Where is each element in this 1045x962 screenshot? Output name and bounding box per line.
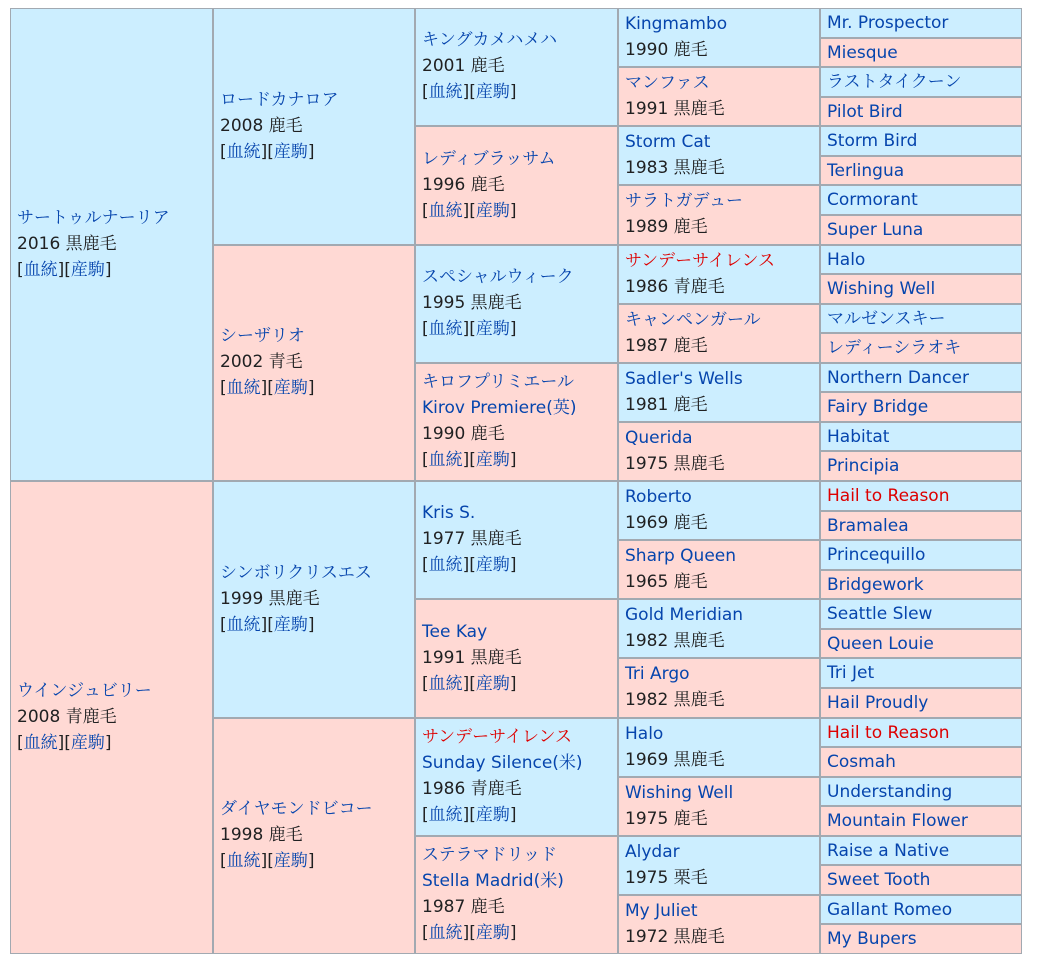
progeny-link[interactable]: 産駒 xyxy=(475,82,510,102)
horse-year-color: 1975 黒鹿毛 xyxy=(625,454,725,474)
horse-year-color: 1972 黒鹿毛 xyxy=(625,927,725,947)
progeny-link[interactable]: 産駒 xyxy=(273,851,308,871)
horse-links xyxy=(422,198,611,224)
horse-year-color: 1975 鹿毛 xyxy=(625,809,708,829)
horse-cell-gen3 xyxy=(415,363,618,481)
horse-name-link[interactable]: Gold Meridian xyxy=(625,605,744,625)
pedigree-link[interactable]: 血統 xyxy=(226,142,261,162)
horse-name-link[interactable]: Terlingua xyxy=(827,161,905,181)
horse-name-link[interactable]: Tee Kay xyxy=(422,622,488,642)
horse-name-link[interactable]: Halo xyxy=(625,724,664,744)
bracket: ][ xyxy=(57,733,71,753)
horse-cell-gen4 xyxy=(618,245,820,304)
horse-year-color: 1983 黒鹿毛 xyxy=(625,158,725,178)
bracket: ][ xyxy=(462,674,476,694)
horse-year-color: 2008 鹿毛 xyxy=(220,116,303,136)
horse-cell-gen5 xyxy=(820,156,1022,185)
horse-links xyxy=(220,848,408,874)
horse-name-link[interactable]: Tri Jet xyxy=(827,663,875,683)
horse-name-link[interactable]: スペシャルウィーク xyxy=(422,267,574,287)
bracket: ][ xyxy=(462,555,476,575)
horse-links xyxy=(422,79,611,105)
horse-name-link[interactable]: ロードカナロア xyxy=(220,90,339,110)
horse-year-color: 1986 青鹿毛 xyxy=(625,277,725,297)
horse-name-link[interactable]: Queen Louie xyxy=(827,634,934,654)
horse-cell-gen3 xyxy=(415,126,618,245)
horse-year-color: 1975 栗毛 xyxy=(625,868,708,888)
horse-links xyxy=(422,920,611,946)
horse-name-link[interactable]: Wishing Well xyxy=(625,783,734,803)
bracket: ] xyxy=(509,805,517,825)
horse-name-link[interactable]: ステラマドリッド xyxy=(422,845,557,865)
horse-name-link[interactable]: Alydar xyxy=(625,842,680,862)
bracket: ] xyxy=(509,923,517,943)
horse-name-link[interactable]: Mr. Prospector xyxy=(827,13,949,33)
horse-cell-gen2 xyxy=(213,245,415,481)
progeny-link[interactable]: 産駒 xyxy=(475,450,510,470)
horse-name-link[interactable]: ウインジュビリー xyxy=(17,681,152,701)
horse-name-link[interactable]: Sadler's Wells xyxy=(625,369,743,389)
pedigree-link[interactable]: 血統 xyxy=(226,851,261,871)
horse-cell-gen5 xyxy=(820,38,1022,67)
bracket: [ xyxy=(220,142,227,162)
horse-cell-gen5 xyxy=(820,865,1022,895)
horse-name-link[interactable]: シーザリオ xyxy=(220,326,305,346)
horse-cell-gen5 xyxy=(820,688,1022,718)
horse-year-color: 1987 鹿毛 xyxy=(422,897,505,917)
horse-name-link[interactable]: Roberto xyxy=(625,487,692,507)
horse-cell-gen5 xyxy=(820,451,1022,481)
horse-links xyxy=(422,447,611,473)
horse-origin-name[interactable]: Kirov Premiere(英) xyxy=(422,398,577,418)
horse-name-link[interactable]: サラトガデュー xyxy=(625,191,743,211)
horse-cell-gen4 xyxy=(618,895,820,954)
pedigree-link[interactable]: 血統 xyxy=(428,674,463,694)
horse-cell-gen5 xyxy=(820,629,1022,658)
horse-cell-gen4 xyxy=(618,658,820,718)
horse-name-link[interactable]: Habitat xyxy=(827,427,890,447)
horse-name-link[interactable]: Kris S. xyxy=(422,503,476,523)
bracket: ] xyxy=(104,260,112,280)
horse-name-link[interactable]: Storm Cat xyxy=(625,132,711,152)
horse-name-link[interactable]: Sharp Queen xyxy=(625,546,737,566)
horse-cell-gen3 xyxy=(415,8,618,126)
horse-name-link[interactable]: Northern Dancer xyxy=(827,368,969,388)
horse-year-color: 1990 鹿毛 xyxy=(625,40,708,60)
horse-name-link[interactable]: マルゼンスキー xyxy=(827,309,946,329)
horse-name-link[interactable]: Principia xyxy=(827,456,900,476)
bracket: ] xyxy=(509,319,517,339)
horse-name-link[interactable]: Sweet Tooth xyxy=(827,870,931,890)
bracket: [ xyxy=(422,201,429,221)
horse-name-link[interactable]: Pilot Bird xyxy=(827,102,903,122)
pedigree-link[interactable]: 血統 xyxy=(428,555,463,575)
horse-cell-gen4 xyxy=(618,363,820,422)
horse-name-link[interactable]: Halo xyxy=(827,250,866,270)
bracket: [ xyxy=(422,555,429,575)
bracket: [ xyxy=(220,378,227,398)
horse-year-color: 2008 青鹿毛 xyxy=(17,707,117,727)
horse-name-link[interactable]: マンファス xyxy=(625,73,710,93)
horse-year-color: 1987 鹿毛 xyxy=(625,336,708,356)
pedigree-link[interactable]: 血統 xyxy=(428,82,463,102)
horse-name-link[interactable]: Super Luna xyxy=(827,220,924,240)
horse-cell-gen5 xyxy=(820,481,1022,511)
horse-links xyxy=(422,802,611,828)
horse-cell-gen1 xyxy=(10,481,213,954)
horse-name-link[interactable]: Mountain Flower xyxy=(827,811,968,831)
horse-links xyxy=(17,257,206,283)
horse-name-link[interactable]: My Bupers xyxy=(827,929,917,949)
bracket: [ xyxy=(422,805,429,825)
horse-name-link[interactable]: サートゥルナーリア xyxy=(17,208,170,228)
progeny-link[interactable]: 産駒 xyxy=(475,805,510,825)
horse-year-color: 1982 黒鹿毛 xyxy=(625,690,725,710)
horse-name-link[interactable]: Gallant Romeo xyxy=(827,900,953,920)
bracket: ] xyxy=(307,142,315,162)
horse-cell-gen5 xyxy=(820,363,1022,392)
pedigree-link[interactable]: 血統 xyxy=(428,450,463,470)
horse-name-link[interactable]: Wishing Well xyxy=(827,279,936,299)
progeny-link[interactable]: 産駒 xyxy=(475,674,510,694)
horse-name-link[interactable]: ラストタイクーン xyxy=(827,72,962,92)
horse-cell-gen5 xyxy=(820,274,1022,304)
horse-cell-gen5 xyxy=(820,836,1022,865)
horse-cell-gen4 xyxy=(618,185,820,245)
horse-name-link[interactable]: Storm Bird xyxy=(827,131,918,151)
bracket: ] xyxy=(509,555,517,575)
horse-cell-gen4 xyxy=(618,304,820,363)
horse-cell-gen4 xyxy=(618,126,820,185)
pedigree-link[interactable]: 血統 xyxy=(428,923,463,943)
bracket: ][ xyxy=(462,201,476,221)
horse-origin-name[interactable]: Stella Madrid(米) xyxy=(422,871,564,891)
horse-year-color: 1990 鹿毛 xyxy=(422,424,505,444)
bracket: [ xyxy=(220,615,227,635)
horse-links xyxy=(422,671,611,697)
bracket: [ xyxy=(220,851,227,871)
horse-cell-gen5 xyxy=(820,422,1022,451)
horse-cell-gen5 xyxy=(820,215,1022,245)
pedigree-link[interactable]: 血統 xyxy=(226,615,261,635)
horse-name-link[interactable]: Raise a Native xyxy=(827,841,950,861)
horse-year-color: 1982 黒鹿毛 xyxy=(625,631,725,651)
bracket: ] xyxy=(307,851,315,871)
progeny-link[interactable]: 産駒 xyxy=(475,319,510,339)
horse-cell-gen5 xyxy=(820,185,1022,215)
pedigree-link[interactable]: 血統 xyxy=(428,805,463,825)
horse-cell-gen5 xyxy=(820,126,1022,156)
horse-links xyxy=(220,612,408,638)
horse-cell-gen5 xyxy=(820,304,1022,333)
bracket: ] xyxy=(509,201,517,221)
horse-year-color: 1999 黒鹿毛 xyxy=(220,589,320,609)
bracket: [ xyxy=(17,260,24,280)
horse-cell-gen1 xyxy=(10,8,213,481)
horse-cell-gen5 xyxy=(820,599,1022,629)
horse-cell-gen5 xyxy=(820,392,1022,422)
horse-name-link[interactable]: Querida xyxy=(625,428,693,448)
horse-year-color: 1981 鹿毛 xyxy=(625,395,708,415)
horse-year-color: 1998 鹿毛 xyxy=(220,825,303,845)
horse-name-link[interactable]: キングカメハメハ xyxy=(422,30,558,50)
horse-cell-gen5 xyxy=(820,718,1022,747)
progeny-link[interactable]: 産駒 xyxy=(273,378,308,398)
bracket: ][ xyxy=(462,319,476,339)
bracket: [ xyxy=(422,923,429,943)
horse-name-link[interactable]: Seattle Slew xyxy=(827,604,933,624)
horse-cell-gen2 xyxy=(213,718,415,954)
progeny-link[interactable]: 産駒 xyxy=(475,923,510,943)
horse-name-link[interactable]: Hail to Reason xyxy=(827,723,950,743)
horse-year-color: 1986 青鹿毛 xyxy=(422,779,522,799)
horse-year-color: 1989 鹿毛 xyxy=(625,217,708,237)
horse-name-link[interactable]: サンデーサイレンス xyxy=(422,727,573,747)
horse-cell-gen5 xyxy=(820,895,1022,924)
horse-cell-gen5 xyxy=(820,97,1022,126)
horse-cell-gen2 xyxy=(213,8,415,245)
horse-name-link[interactable]: シンボリクリスエス xyxy=(220,563,372,583)
horse-name-link[interactable]: My Juliet xyxy=(625,901,698,921)
bracket: [ xyxy=(422,674,429,694)
horse-cell-gen5 xyxy=(820,8,1022,38)
bracket: ][ xyxy=(260,378,274,398)
horse-links xyxy=(422,552,611,578)
horse-name-link[interactable]: Cormorant xyxy=(827,190,918,210)
horse-name-link[interactable]: Understanding xyxy=(827,782,953,802)
pedigree-link[interactable]: 血統 xyxy=(23,260,58,280)
pedigree-table xyxy=(10,8,1022,954)
pedigree-link[interactable]: 血統 xyxy=(428,201,463,221)
horse-name-link[interactable]: Tri Argo xyxy=(625,664,690,684)
bracket: ][ xyxy=(462,923,476,943)
pedigree-link[interactable]: 血統 xyxy=(226,378,261,398)
horse-name-link[interactable]: Bridgework xyxy=(827,575,924,595)
horse-name-link[interactable]: Bramalea xyxy=(827,516,909,536)
horse-year-color: 1991 黒鹿毛 xyxy=(422,648,522,668)
horse-cell-gen4 xyxy=(618,777,820,836)
horse-name-link[interactable]: サンデーサイレンス xyxy=(625,251,776,271)
horse-name-link[interactable]: Hail Proudly xyxy=(827,693,929,713)
bracket: ] xyxy=(104,733,112,753)
horse-cell-gen4 xyxy=(618,422,820,481)
bracket: ][ xyxy=(260,851,274,871)
horse-year-color: 1969 黒鹿毛 xyxy=(625,750,725,770)
horse-name-link[interactable]: Kingmambo xyxy=(625,14,728,34)
horse-name-link[interactable]: Miesque xyxy=(827,43,898,63)
horse-cell-gen5 xyxy=(820,777,1022,806)
progeny-link[interactable]: 産駒 xyxy=(273,615,308,635)
horse-name-link[interactable]: ダイヤモンドビコー xyxy=(220,799,373,819)
horse-cell-gen5 xyxy=(820,333,1022,363)
horse-cell-gen3 xyxy=(415,245,618,363)
horse-cell-gen4 xyxy=(618,8,820,67)
horse-year-color: 2001 鹿毛 xyxy=(422,56,505,76)
bracket: ][ xyxy=(462,805,476,825)
horse-cell-gen4 xyxy=(618,836,820,895)
progeny-link[interactable]: 産駒 xyxy=(70,260,105,280)
horse-name-link[interactable]: Cosmah xyxy=(827,752,896,772)
horse-year-color: 1996 鹿毛 xyxy=(422,175,505,195)
horse-year-color: 1991 黒鹿毛 xyxy=(625,99,725,119)
bracket: [ xyxy=(422,82,429,102)
pedigree-link[interactable]: 血統 xyxy=(23,733,58,753)
bracket: [ xyxy=(422,450,429,470)
horse-cell-gen5 xyxy=(820,67,1022,97)
horse-cell-gen5 xyxy=(820,245,1022,274)
horse-name-link[interactable]: Princequillo xyxy=(827,545,926,565)
horse-name-link[interactable]: Hail to Reason xyxy=(827,486,950,506)
progeny-link[interactable]: 産駒 xyxy=(70,733,105,753)
bracket: ] xyxy=(509,450,517,470)
bracket: [ xyxy=(422,319,429,339)
horse-cell-gen5 xyxy=(820,747,1022,777)
horse-cell-gen5 xyxy=(820,511,1022,540)
horse-cell-gen4 xyxy=(618,718,820,777)
horse-name-link[interactable]: キャンペンガール xyxy=(625,310,761,330)
horse-links xyxy=(220,139,408,165)
bracket: ][ xyxy=(260,615,274,635)
horse-cell-gen4 xyxy=(618,67,820,126)
bracket: ] xyxy=(307,615,315,635)
pedigree-link[interactable]: 血統 xyxy=(428,319,463,339)
horse-year-color: 1969 鹿毛 xyxy=(625,513,708,533)
horse-cell-gen3 xyxy=(415,718,618,836)
horse-name-link[interactable]: レディブラッサム xyxy=(422,149,556,169)
horse-links xyxy=(422,316,611,342)
horse-origin-name[interactable]: Sunday Silence(米) xyxy=(422,753,583,773)
bracket: ] xyxy=(307,378,315,398)
horse-year-color: 2002 青毛 xyxy=(220,352,303,372)
horse-cell-gen3 xyxy=(415,836,618,954)
horse-cell-gen2 xyxy=(213,481,415,718)
horse-name-link[interactable]: Fairy Bridge xyxy=(827,397,929,417)
horse-cell-gen4 xyxy=(618,599,820,658)
horse-name-link[interactable]: キロフプリミエール xyxy=(422,372,574,392)
bracket: ][ xyxy=(462,450,476,470)
horse-name-link[interactable]: レディーシラオキ xyxy=(827,338,962,358)
horse-cell-gen3 xyxy=(415,481,618,599)
progeny-link[interactable]: 産駒 xyxy=(475,201,510,221)
bracket: ][ xyxy=(57,260,71,280)
bracket: ] xyxy=(509,82,517,102)
bracket: ][ xyxy=(462,82,476,102)
horse-links xyxy=(17,730,206,756)
horse-year-color: 1965 鹿毛 xyxy=(625,572,708,592)
horse-cell-gen5 xyxy=(820,540,1022,570)
horse-cell-gen5 xyxy=(820,924,1022,954)
horse-cell-gen4 xyxy=(618,481,820,540)
horse-cell-gen5 xyxy=(820,570,1022,599)
bracket: [ xyxy=(17,733,24,753)
horse-cell-gen5 xyxy=(820,806,1022,836)
horse-year-color: 2016 黒鹿毛 xyxy=(17,234,117,254)
horse-links xyxy=(220,375,408,401)
horse-cell-gen3 xyxy=(415,599,618,718)
bracket: ] xyxy=(509,674,517,694)
bracket: ][ xyxy=(260,142,274,162)
progeny-link[interactable]: 産駒 xyxy=(273,142,308,162)
horse-cell-gen5 xyxy=(820,658,1022,688)
progeny-link[interactable]: 産駒 xyxy=(475,555,510,575)
horse-year-color: 1977 黒鹿毛 xyxy=(422,529,522,549)
horse-cell-gen4 xyxy=(618,540,820,599)
horse-year-color: 1995 黒鹿毛 xyxy=(422,293,522,313)
